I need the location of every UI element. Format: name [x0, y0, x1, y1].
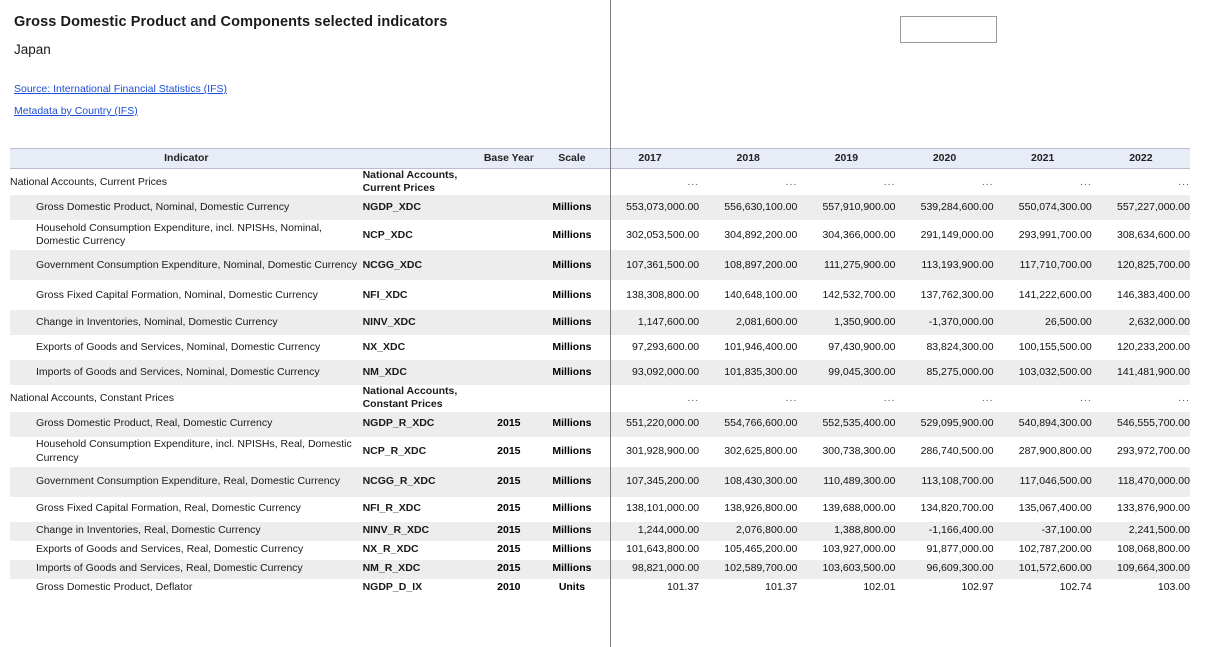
column-header-indicator[interactable]: Indicator: [10, 149, 363, 169]
cell-value-2021: 102.74: [994, 579, 1092, 598]
cell-indicator-code: National Accounts, Current Prices: [363, 169, 475, 196]
cell-base-year: [475, 360, 543, 385]
table-row[interactable]: [10, 497, 1190, 522]
cell-value-2019: 97,430,900.00: [797, 335, 895, 360]
cell-indicator-name: Exports of Goods and Services, Real, Domestic Currency: [10, 541, 363, 560]
cell-value-2017: 302,053,500.00: [601, 220, 699, 250]
cell-value-2017: 107,345,200.00: [601, 467, 699, 497]
table-group-row[interactable]: [10, 385, 1190, 411]
cell-scale: Millions: [543, 541, 601, 560]
column-header-2019[interactable]: 2019: [797, 149, 895, 169]
cell-value-2021: 117,046,500.00: [994, 467, 1092, 497]
cell-value-2018: 105,465,200.00: [699, 541, 797, 560]
cell-indicator-name: Government Consumption Expenditure, Real, Domestic Currency: [10, 467, 363, 497]
cell-value-2020: 96,609,300.00: [895, 560, 993, 579]
cell-base-year: 2015: [475, 467, 543, 497]
cell-base-year: [475, 385, 543, 411]
table-row[interactable]: [10, 560, 1190, 579]
table-group-row[interactable]: [10, 169, 1190, 196]
cell-value-2017: 551,220,000.00: [601, 412, 699, 437]
cell-value-2020: 113,193,900.00: [895, 250, 993, 280]
cell-scale: Millions: [543, 220, 601, 250]
cell-value-2020: 113,108,700.00: [895, 467, 993, 497]
table-row[interactable]: [10, 280, 1190, 310]
cell-indicator-name: Change in Inventories, Nominal, Domestic Currency: [10, 310, 363, 335]
cell-indicator-code: NCP_XDC: [363, 220, 475, 250]
cell-indicator-name: National Accounts, Current Prices: [10, 169, 363, 196]
search-box[interactable]: [900, 16, 997, 43]
cell-value-2020: ...: [895, 385, 993, 411]
table-row[interactable]: [10, 467, 1190, 497]
cell-scale: Millions: [543, 280, 601, 310]
cell-value-2022: 2,241,500.00: [1092, 522, 1190, 541]
cell-value-2018: 101,946,400.00: [699, 335, 797, 360]
cell-indicator-code: NFI_R_XDC: [363, 497, 475, 522]
table-row[interactable]: [10, 412, 1190, 437]
cell-value-2018: 101.37: [699, 579, 797, 598]
cell-indicator-name: National Accounts, Constant Prices: [10, 385, 363, 411]
cell-indicator-code: NX_XDC: [363, 335, 475, 360]
cell-base-year: 2015: [475, 437, 543, 467]
cell-indicator-code: NINV_XDC: [363, 310, 475, 335]
table-row[interactable]: [10, 579, 1190, 598]
cell-indicator-code: NCP_R_XDC: [363, 437, 475, 467]
indicators-table: [10, 148, 1190, 598]
cell-base-year: 2015: [475, 497, 543, 522]
cell-base-year: 2015: [475, 560, 543, 579]
frozen-pane-divider: [610, 0, 611, 647]
cell-indicator-name: Change in Inventories, Real, Domestic Currency: [10, 522, 363, 541]
cell-indicator-code: NCGG_R_XDC: [363, 467, 475, 497]
cell-value-2022: ...: [1092, 385, 1190, 411]
table-row[interactable]: [10, 220, 1190, 250]
cell-value-2019: 557,910,900.00: [797, 195, 895, 220]
cell-value-2022: 118,470,000.00: [1092, 467, 1190, 497]
cell-value-2022: 146,383,400.00: [1092, 280, 1190, 310]
table-row[interactable]: [10, 437, 1190, 467]
cell-value-2017: 93,092,000.00: [601, 360, 699, 385]
cell-scale: Units: [543, 579, 601, 598]
cell-value-2020: -1,166,400.00: [895, 522, 993, 541]
table-body: [10, 169, 1190, 598]
cell-value-2017: 301,928,900.00: [601, 437, 699, 467]
cell-indicator-code: NM_R_XDC: [363, 560, 475, 579]
cell-scale: [543, 385, 601, 411]
cell-indicator-name: Gross Domestic Product, Nominal, Domestic Currency: [10, 195, 363, 220]
cell-scale: Millions: [543, 560, 601, 579]
cell-value-2020: 85,275,000.00: [895, 360, 993, 385]
cell-base-year: [475, 335, 543, 360]
cell-value-2021: 293,991,700.00: [994, 220, 1092, 250]
cell-value-2019: 300,738,300.00: [797, 437, 895, 467]
cell-value-2022: 108,068,800.00: [1092, 541, 1190, 560]
column-header-2020[interactable]: 2020: [895, 149, 993, 169]
cell-indicator-name: Gross Fixed Capital Formation, Real, Domestic Currency: [10, 497, 363, 522]
search-input[interactable]: [901, 17, 996, 42]
cell-value-2022: ...: [1092, 169, 1190, 196]
cell-indicator-name: Imports of Goods and Services, Real, Domestic Currency: [10, 560, 363, 579]
cell-indicator-name: Exports of Goods and Services, Nominal, Domestic Currency: [10, 335, 363, 360]
cell-value-2017: 107,361,500.00: [601, 250, 699, 280]
cell-value-2020: 91,877,000.00: [895, 541, 993, 560]
cell-value-2019: 110,489,300.00: [797, 467, 895, 497]
cell-value-2017: 98,821,000.00: [601, 560, 699, 579]
cell-value-2021: 117,710,700.00: [994, 250, 1092, 280]
table-row[interactable]: [10, 541, 1190, 560]
cell-value-2018: 2,081,600.00: [699, 310, 797, 335]
column-header-2017[interactable]: 2017: [601, 149, 699, 169]
cell-indicator-name: Gross Domestic Product, Real, Domestic Currency: [10, 412, 363, 437]
cell-value-2020: 291,149,000.00: [895, 220, 993, 250]
cell-value-2021: 101,572,600.00: [994, 560, 1092, 579]
cell-value-2017: 1,147,600.00: [601, 310, 699, 335]
table-row[interactable]: [10, 310, 1190, 335]
cell-value-2018: 2,076,800.00: [699, 522, 797, 541]
table-row[interactable]: [10, 522, 1190, 541]
cell-value-2021: -37,100.00: [994, 522, 1092, 541]
cell-value-2019: ...: [797, 169, 895, 196]
cell-indicator-code: NX_R_XDC: [363, 541, 475, 560]
cell-value-2017: 138,101,000.00: [601, 497, 699, 522]
cell-value-2021: 102,787,200.00: [994, 541, 1092, 560]
cell-scale: Millions: [543, 497, 601, 522]
cell-value-2020: 137,762,300.00: [895, 280, 993, 310]
cell-value-2019: 1,350,900.00: [797, 310, 895, 335]
cell-indicator-code: National Accounts, Constant Prices: [363, 385, 475, 411]
table-row[interactable]: [10, 250, 1190, 280]
cell-value-2019: 102.01: [797, 579, 895, 598]
cell-indicator-name: Household Consumption Expenditure, incl. NPISHs, Nominal, Domestic Currency: [10, 220, 363, 250]
cell-value-2017: 553,073,000.00: [601, 195, 699, 220]
cell-value-2021: 135,067,400.00: [994, 497, 1092, 522]
cell-value-2022: 103.00: [1092, 579, 1190, 598]
table-header-row: [10, 149, 1190, 169]
cell-value-2022: 557,227,000.00: [1092, 195, 1190, 220]
source-links: [14, 83, 1229, 117]
cell-value-2018: 554,766,600.00: [699, 412, 797, 437]
cell-scale: Millions: [543, 195, 601, 220]
cell-value-2018: ...: [699, 385, 797, 411]
cell-value-2020: -1,370,000.00: [895, 310, 993, 335]
cell-scale: Millions: [543, 335, 601, 360]
country-label: Japan: [14, 42, 51, 57]
cell-value-2018: 140,648,100.00: [699, 280, 797, 310]
cell-value-2018: ...: [699, 169, 797, 196]
cell-value-2021: ...: [994, 385, 1092, 411]
cell-base-year: [475, 220, 543, 250]
cell-value-2019: 142,532,700.00: [797, 280, 895, 310]
cell-value-2022: 109,664,300.00: [1092, 560, 1190, 579]
cell-value-2019: 304,366,000.00: [797, 220, 895, 250]
table-row[interactable]: [10, 335, 1190, 360]
cell-value-2019: 111,275,900.00: [797, 250, 895, 280]
cell-value-2022: 293,972,700.00: [1092, 437, 1190, 467]
cell-value-2020: 134,820,700.00: [895, 497, 993, 522]
cell-value-2018: 102,589,700.00: [699, 560, 797, 579]
cell-value-2019: 103,927,000.00: [797, 541, 895, 560]
cell-scale: Millions: [543, 310, 601, 335]
cell-indicator-code: NFI_XDC: [363, 280, 475, 310]
cell-base-year: [475, 195, 543, 220]
cell-value-2017: 1,244,000.00: [601, 522, 699, 541]
cell-indicator-name: Gross Fixed Capital Formation, Nominal, Domestic Currency: [10, 280, 363, 310]
cell-value-2019: 139,688,000.00: [797, 497, 895, 522]
cell-value-2021: ...: [994, 169, 1092, 196]
cell-indicator-name: Gross Domestic Product, Deflator: [10, 579, 363, 598]
cell-indicator-name: Household Consumption Expenditure, incl. NPISHs, Real, Domestic Currency: [10, 437, 363, 467]
cell-base-year: [475, 169, 543, 196]
cell-indicator-code: NINV_R_XDC: [363, 522, 475, 541]
column-header-2018[interactable]: 2018: [699, 149, 797, 169]
page-title: Gross Domestic Product and Components selected indicators: [14, 14, 448, 30]
cell-scale: [543, 169, 601, 196]
cell-base-year: [475, 280, 543, 310]
cell-value-2021: 287,900,800.00: [994, 437, 1092, 467]
cell-value-2021: 550,074,300.00: [994, 195, 1092, 220]
cell-value-2020: ...: [895, 169, 993, 196]
cell-value-2018: 302,625,800.00: [699, 437, 797, 467]
cell-indicator-code: NGDP_R_XDC: [363, 412, 475, 437]
cell-value-2018: 138,926,800.00: [699, 497, 797, 522]
table-row[interactable]: [10, 195, 1190, 220]
cell-value-2022: 546,555,700.00: [1092, 412, 1190, 437]
indicators-table-wrapper: [10, 148, 1190, 598]
cell-value-2022: 141,481,900.00: [1092, 360, 1190, 385]
cell-value-2018: 304,892,200.00: [699, 220, 797, 250]
column-header-code[interactable]: [363, 149, 475, 169]
cell-value-2019: 1,388,800.00: [797, 522, 895, 541]
column-header-base-year[interactable]: Base Year: [475, 149, 543, 169]
column-header-scale[interactable]: Scale: [543, 149, 601, 169]
cell-value-2017: ...: [601, 169, 699, 196]
cell-value-2021: 103,032,500.00: [994, 360, 1092, 385]
cell-indicator-name: Government Consumption Expenditure, Nominal, Domestic Currency: [10, 250, 363, 280]
cell-scale: Millions: [543, 467, 601, 497]
cell-indicator-name: Imports of Goods and Services, Nominal, Domestic Currency: [10, 360, 363, 385]
cell-value-2021: 26,500.00: [994, 310, 1092, 335]
source-link-ifs[interactable]: Source: International Financial Statistics (IFS): [14, 83, 228, 95]
cell-indicator-code: NGDP_XDC: [363, 195, 475, 220]
cell-scale: Millions: [543, 360, 601, 385]
cell-indicator-code: NCGG_XDC: [363, 250, 475, 280]
column-header-2021[interactable]: 2021: [994, 149, 1092, 169]
cell-value-2019: 552,535,400.00: [797, 412, 895, 437]
cell-value-2021: 100,155,500.00: [994, 335, 1092, 360]
cell-value-2020: 529,095,900.00: [895, 412, 993, 437]
cell-base-year: 2015: [475, 522, 543, 541]
cell-value-2018: 556,630,100.00: [699, 195, 797, 220]
cell-value-2019: 103,603,500.00: [797, 560, 895, 579]
cell-value-2020: 539,284,600.00: [895, 195, 993, 220]
cell-indicator-code: NGDP_D_IX: [363, 579, 475, 598]
cell-value-2021: 540,894,300.00: [994, 412, 1092, 437]
cell-value-2017: 138,308,800.00: [601, 280, 699, 310]
cell-scale: Millions: [543, 437, 601, 467]
column-header-2022[interactable]: 2022: [1092, 149, 1190, 169]
cell-base-year: [475, 250, 543, 280]
cell-value-2018: 108,897,200.00: [699, 250, 797, 280]
cell-value-2017: 101.37: [601, 579, 699, 598]
cell-value-2022: 133,876,900.00: [1092, 497, 1190, 522]
cell-value-2020: 83,824,300.00: [895, 335, 993, 360]
table-row[interactable]: [10, 360, 1190, 385]
cell-value-2017: 97,293,600.00: [601, 335, 699, 360]
cell-value-2020: 102.97: [895, 579, 993, 598]
cell-value-2021: 141,222,600.00: [994, 280, 1092, 310]
cell-scale: Millions: [543, 412, 601, 437]
cell-value-2022: 2,632,000.00: [1092, 310, 1190, 335]
cell-base-year: 2015: [475, 541, 543, 560]
cell-value-2022: 120,825,700.00: [1092, 250, 1190, 280]
cell-indicator-code: NM_XDC: [363, 360, 475, 385]
cell-base-year: 2010: [475, 579, 543, 598]
cell-value-2019: 99,045,300.00: [797, 360, 895, 385]
cell-value-2017: 101,643,800.00: [601, 541, 699, 560]
document-header: [0, 0, 1229, 117]
cell-value-2022: 308,634,600.00: [1092, 220, 1190, 250]
cell-value-2018: 108,430,300.00: [699, 467, 797, 497]
cell-base-year: 2015: [475, 412, 543, 437]
cell-value-2018: 101,835,300.00: [699, 360, 797, 385]
cell-value-2017: ...: [601, 385, 699, 411]
cell-scale: Millions: [543, 522, 601, 541]
cell-base-year: [475, 310, 543, 335]
cell-value-2020: 286,740,500.00: [895, 437, 993, 467]
metadata-link-ifs[interactable]: Metadata by Country (IFS): [14, 105, 138, 117]
cell-value-2022: 120,233,200.00: [1092, 335, 1190, 360]
cell-value-2019: ...: [797, 385, 895, 411]
cell-scale: Millions: [543, 250, 601, 280]
